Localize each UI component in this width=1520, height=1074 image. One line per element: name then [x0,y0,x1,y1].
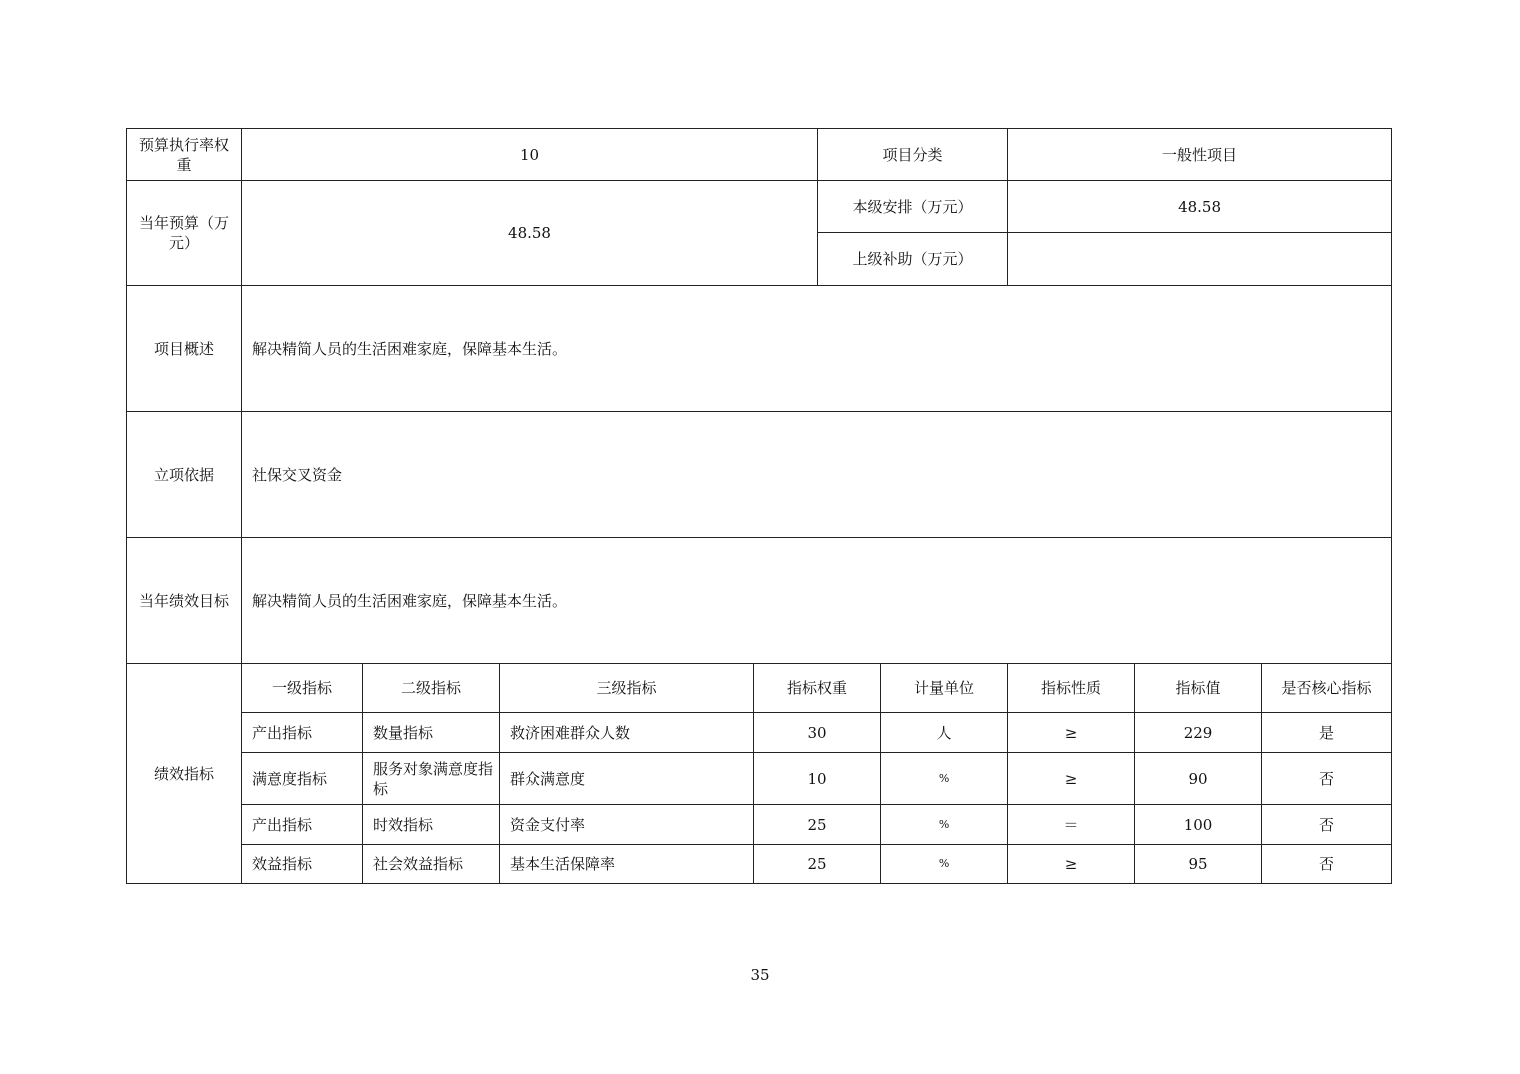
project-performance-table [126,128,1392,884]
overview-value: 解决精简人员的生活困难家庭，保障基本生活。 [242,286,1392,412]
table-row [127,713,1392,753]
budget-row-local [127,181,1392,233]
weight-cell: 30 [754,713,881,753]
superior-subsidy-value [1008,233,1392,286]
unit-cell: % [881,805,1008,845]
weight-cell: 10 [754,753,881,805]
category-value: 一般性项目 [1008,129,1392,181]
header-level1: 一级指标 [242,664,363,713]
nature-cell: ≥ [1008,845,1135,884]
unit-cell: % [881,845,1008,884]
local-allocation-value: 48.58 [1008,181,1392,233]
table-row [127,805,1392,845]
header-level2: 二级指标 [363,664,500,713]
level2-cell: 时效指标 [363,805,500,845]
target-value-cell: 95 [1135,845,1262,884]
category-label: 项目分类 [818,129,1008,181]
nature-cell: ≥ [1008,753,1135,805]
level1-cell: 产出指标 [242,713,363,753]
level2-cell: 社会效益指标 [363,845,500,884]
core-cell: 是 [1262,713,1392,753]
unit-cell: 人 [881,713,1008,753]
level3-cell: 资金支付率 [500,805,754,845]
goal-row [127,538,1392,664]
table-row [127,845,1392,884]
rate-weight-row [127,129,1392,181]
header-level3: 三级指标 [500,664,754,713]
core-cell: 否 [1262,845,1392,884]
rate-weight-label: 预算执行率权重 [127,129,242,181]
level1-cell: 产出指标 [242,805,363,845]
target-value-cell: 229 [1135,713,1262,753]
header-unit: 计量单位 [881,664,1008,713]
indicator-header-row [127,664,1392,713]
overview-row [127,286,1392,412]
goal-value: 解决精简人员的生活困难家庭，保障基本生活。 [242,538,1392,664]
overview-label: 项目概述 [127,286,242,412]
page-number: 35 [750,966,770,984]
weight-cell: 25 [754,805,881,845]
nature-cell: ≥ [1008,713,1135,753]
unit-cell: % [881,753,1008,805]
level3-cell: 群众满意度 [500,753,754,805]
header-nature: 指标性质 [1008,664,1135,713]
core-cell: 否 [1262,753,1392,805]
header-core: 是否核心指标 [1262,664,1392,713]
indicators-label: 绩效指标 [127,664,242,884]
level2-cell: 服务对象满意度指标 [363,753,500,805]
weight-cell: 25 [754,845,881,884]
basis-value: 社保交叉资金 [242,412,1392,538]
header-weight: 指标权重 [754,664,881,713]
rate-weight-value: 10 [242,129,818,181]
level3-cell: 救济困难群众人数 [500,713,754,753]
nature-cell: ＝ [1008,805,1135,845]
header-value: 指标值 [1135,664,1262,713]
core-cell: 否 [1262,805,1392,845]
level1-cell: 满意度指标 [242,753,363,805]
basis-label: 立项依据 [127,412,242,538]
basis-row [127,412,1392,538]
current-budget-value: 48.58 [242,181,818,286]
goal-label: 当年绩效目标 [127,538,242,664]
target-value-cell: 100 [1135,805,1262,845]
local-allocation-label: 本级安排（万元） [818,181,1008,233]
level2-cell: 数量指标 [363,713,500,753]
superior-subsidy-label: 上级补助（万元） [818,233,1008,286]
table-row [127,753,1392,805]
current-budget-label: 当年预算（万元） [127,181,242,286]
level1-cell: 效益指标 [242,845,363,884]
level3-cell: 基本生活保障率 [500,845,754,884]
target-value-cell: 90 [1135,753,1262,805]
